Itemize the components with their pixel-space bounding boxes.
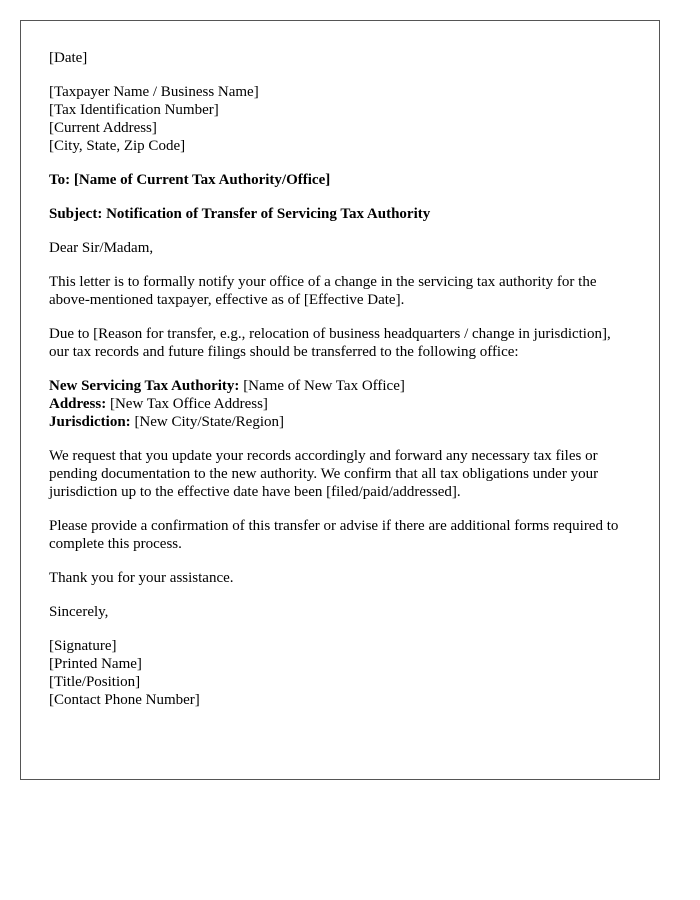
new-office-block: [49, 377, 631, 431]
sender-block: [49, 83, 631, 155]
new-address-value: [New Tax Office Address]: [106, 396, 268, 412]
body-paragraph-3: We request that you update your records accordingly and forward any necessary tax files or pending documentation to the new authority. We confirm that all tax obligations under your jurisdiction up to the effective date have been [filed/paid/addressed].: [49, 448, 599, 500]
body-paragraph-2: Due to [Reason for transfer, e.g., relocation of business headquarters / change in jurisdiction], our tax records and future filings should be transferred to the following office:: [49, 326, 611, 360]
signature-block: [49, 637, 631, 709]
new-address-label: Address:: [49, 396, 107, 412]
letter-page: [20, 20, 660, 780]
recipient-line: To: [Name of Current Tax Authority/Office]: [49, 172, 331, 188]
sender-address: [Current Address]: [49, 120, 157, 136]
new-authority-label: New Servicing Tax Authority:: [49, 378, 240, 394]
salutation: Dear Sir/Madam,: [49, 240, 154, 256]
printed-name: [Printed Name]: [49, 656, 142, 672]
signature: [Signature]: [49, 638, 117, 654]
new-authority-value: [Name of New Tax Office]: [239, 378, 405, 394]
letter-date-block: [49, 49, 631, 67]
new-jurisdiction-value: [New City/State/Region]: [130, 414, 284, 430]
body-paragraph-4: Please provide a confirmation of this transfer or advise if there are additional forms required to complete this process.: [49, 518, 619, 552]
sender-city: [City, State, Zip Code]: [49, 138, 186, 154]
closing-line: Sincerely,: [49, 604, 109, 620]
sender-tin: [Tax Identification Number]: [49, 102, 219, 118]
letter-date: [Date]: [49, 50, 88, 66]
new-address-line: [49, 395, 631, 413]
new-jurisdiction-label: Jurisdiction:: [49, 414, 131, 430]
new-jurisdiction-line: [49, 413, 631, 431]
contact-phone: [Contact Phone Number]: [49, 692, 200, 708]
signer-title: [Title/Position]: [49, 674, 141, 690]
thanks-line: Thank you for your assistance.: [49, 570, 234, 586]
new-authority-line: [49, 377, 631, 395]
body-paragraph-1: This letter is to formally notify your office of a change in the servicing tax authority for the above-mentioned taxpayer, effective as of [Effective Date].: [49, 274, 597, 308]
sender-name: [Taxpayer Name / Business Name]: [49, 84, 259, 100]
subject-line: Subject: Notification of Transfer of Servicing Tax Authority: [49, 206, 431, 222]
